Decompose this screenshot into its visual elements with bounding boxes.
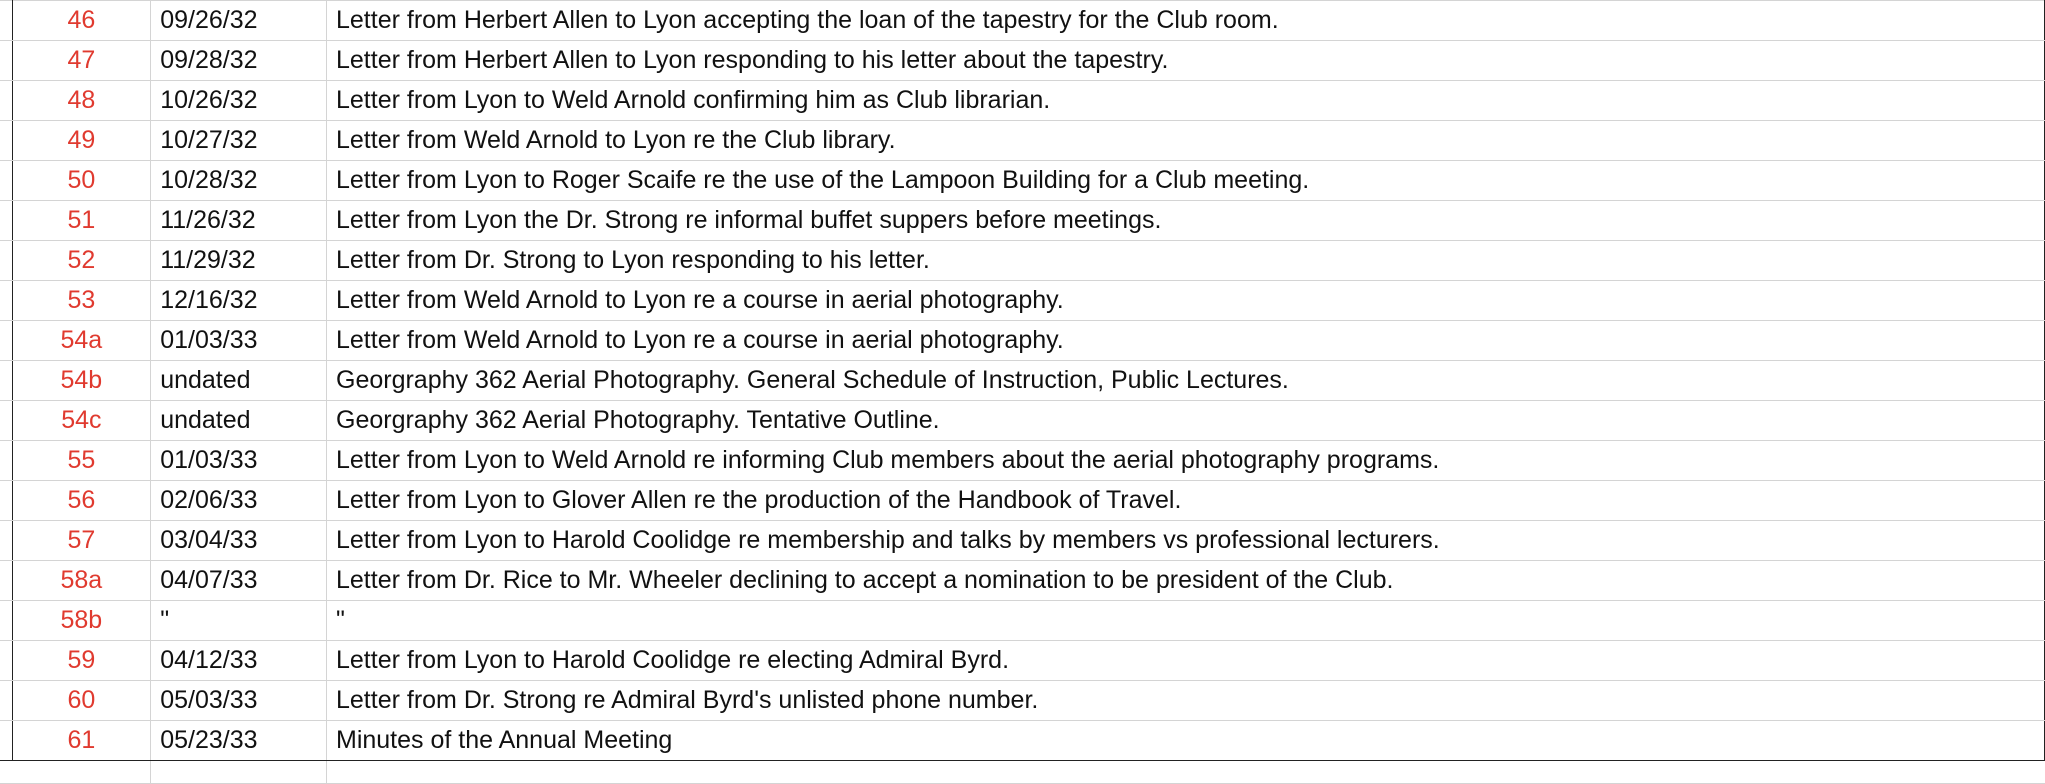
date-cell[interactable]: 09/26/32 (151, 1, 327, 41)
description-cell[interactable]: Letter from Lyon to Weld Arnold confirming him as Club librarian. (327, 81, 2045, 121)
gutter-cell[interactable] (0, 121, 12, 161)
gutter-cell[interactable] (0, 1, 12, 41)
item-number-cell[interactable]: 47 (12, 41, 151, 81)
gutter-cell[interactable] (0, 361, 12, 401)
date-cell[interactable]: 09/28/32 (151, 41, 327, 81)
description-cell[interactable]: Letter from Lyon the Dr. Strong re informal buffet suppers before meetings. (327, 201, 2045, 241)
gutter-cell[interactable] (0, 241, 12, 281)
empty-cell[interactable] (12, 761, 151, 784)
date-cell[interactable]: 10/27/32 (151, 121, 327, 161)
date-cell[interactable]: 04/07/33 (151, 561, 327, 601)
gutter-cell[interactable] (0, 721, 12, 761)
table-row (0, 281, 2045, 321)
gutter-cell[interactable] (0, 441, 12, 481)
item-number-cell[interactable]: 58a (12, 561, 151, 601)
description-cell[interactable]: Letter from Weld Arnold to Lyon re the Club library. (327, 121, 2045, 161)
description-cell[interactable]: Letter from Lyon to Glover Allen re the production of the Handbook of Travel. (327, 481, 2045, 521)
gutter-cell[interactable] (0, 321, 12, 361)
description-cell[interactable]: Minutes of the Annual Meeting (327, 721, 2045, 761)
date-cell[interactable]: 10/28/32 (151, 161, 327, 201)
date-cell[interactable]: undated (151, 361, 327, 401)
gutter-cell[interactable] (0, 601, 12, 641)
table-row (0, 361, 2045, 401)
table-row (0, 161, 2045, 201)
table-row (0, 321, 2045, 361)
date-cell[interactable]: 11/29/32 (151, 241, 327, 281)
item-number-cell[interactable]: 50 (12, 161, 151, 201)
table-row (0, 521, 2045, 561)
description-cell[interactable]: Letter from Dr. Strong to Lyon responding to his letter. (327, 241, 2045, 281)
description-cell[interactable]: Georgraphy 362 Aerial Photography. Tentative Outline. (327, 401, 2045, 441)
table-row (0, 441, 2045, 481)
table-row (0, 241, 2045, 281)
table-row (0, 41, 2045, 81)
date-cell[interactable]: 05/03/33 (151, 681, 327, 721)
item-number-cell[interactable]: 49 (12, 121, 151, 161)
item-number-cell[interactable]: 46 (12, 1, 151, 41)
table-row (0, 401, 2045, 441)
date-cell[interactable]: 11/26/32 (151, 201, 327, 241)
item-number-cell[interactable]: 59 (12, 641, 151, 681)
date-cell[interactable]: 03/04/33 (151, 521, 327, 561)
date-cell[interactable]: 01/03/33 (151, 321, 327, 361)
empty-cell[interactable] (0, 761, 12, 784)
table-row (0, 721, 2045, 761)
gutter-cell[interactable] (0, 681, 12, 721)
item-number-cell[interactable]: 55 (12, 441, 151, 481)
item-number-cell[interactable]: 54b (12, 361, 151, 401)
table-row (0, 201, 2045, 241)
description-cell[interactable]: Letter from Weld Arnold to Lyon re a course in aerial photography. (327, 321, 2045, 361)
item-number-cell[interactable]: 53 (12, 281, 151, 321)
item-number-cell[interactable]: 51 (12, 201, 151, 241)
date-cell[interactable]: 04/12/33 (151, 641, 327, 681)
date-cell[interactable]: 12/16/32 (151, 281, 327, 321)
date-cell[interactable]: 05/23/33 (151, 721, 327, 761)
description-cell[interactable]: Letter from Herbert Allen to Lyon responding to his letter about the tapestry. (327, 41, 2045, 81)
description-cell[interactable]: Letter from Lyon to Weld Arnold re informing Club members about the aerial photography programs. (327, 441, 2045, 481)
item-number-cell[interactable]: 52 (12, 241, 151, 281)
item-number-cell[interactable]: 61 (12, 721, 151, 761)
gutter-cell[interactable] (0, 81, 12, 121)
description-cell[interactable]: " (327, 601, 2045, 641)
date-cell[interactable]: 01/03/33 (151, 441, 327, 481)
gutter-cell[interactable] (0, 481, 12, 521)
item-number-cell[interactable]: 56 (12, 481, 151, 521)
item-number-cell[interactable]: 48 (12, 81, 151, 121)
item-number-cell[interactable]: 57 (12, 521, 151, 561)
description-cell[interactable]: Letter from Lyon to Harold Coolidge re electing Admiral Byrd. (327, 641, 2045, 681)
table-row (0, 81, 2045, 121)
table-row (0, 561, 2045, 601)
table-row (0, 121, 2045, 161)
table-row (0, 1, 2045, 41)
item-number-cell[interactable]: 54c (12, 401, 151, 441)
date-cell[interactable]: undated (151, 401, 327, 441)
item-number-cell[interactable]: 60 (12, 681, 151, 721)
gutter-cell[interactable] (0, 41, 12, 81)
item-number-cell[interactable]: 54a (12, 321, 151, 361)
empty-row (0, 761, 2045, 784)
description-cell[interactable]: Letter from Lyon to Harold Coolidge re membership and talks by members vs professional lecturers. (327, 521, 2045, 561)
gutter-cell[interactable] (0, 561, 12, 601)
gutter-cell[interactable] (0, 281, 12, 321)
description-cell[interactable]: Letter from Lyon to Roger Scaife re the use of the Lampoon Building for a Club meeting. (327, 161, 2045, 201)
gutter-cell[interactable] (0, 641, 12, 681)
table-row (0, 481, 2045, 521)
description-cell[interactable]: Letter from Weld Arnold to Lyon re a course in aerial photography. (327, 281, 2045, 321)
date-cell[interactable]: 10/26/32 (151, 81, 327, 121)
empty-cell[interactable] (151, 761, 327, 784)
description-cell[interactable]: Letter from Dr. Strong re Admiral Byrd's unlisted phone number. (327, 681, 2045, 721)
date-cell[interactable]: " (151, 601, 327, 641)
gutter-cell[interactable] (0, 201, 12, 241)
empty-cell[interactable] (327, 761, 2045, 784)
table-row (0, 681, 2045, 721)
date-cell[interactable]: 02/06/33 (151, 481, 327, 521)
description-cell[interactable]: Letter from Herbert Allen to Lyon accepting the loan of the tapestry for the Club room. (327, 1, 2045, 41)
description-cell[interactable]: Letter from Dr. Rice to Mr. Wheeler declining to accept a nomination to be president of the Club. (327, 561, 2045, 601)
gutter-cell[interactable] (0, 401, 12, 441)
table-row (0, 601, 2045, 641)
item-number-cell[interactable]: 58b (12, 601, 151, 641)
description-cell[interactable]: Georgraphy 362 Aerial Photography. General Schedule of Instruction, Public Lectures. (327, 361, 2045, 401)
gutter-cell[interactable] (0, 161, 12, 201)
table-row (0, 641, 2045, 681)
gutter-cell[interactable] (0, 521, 12, 561)
